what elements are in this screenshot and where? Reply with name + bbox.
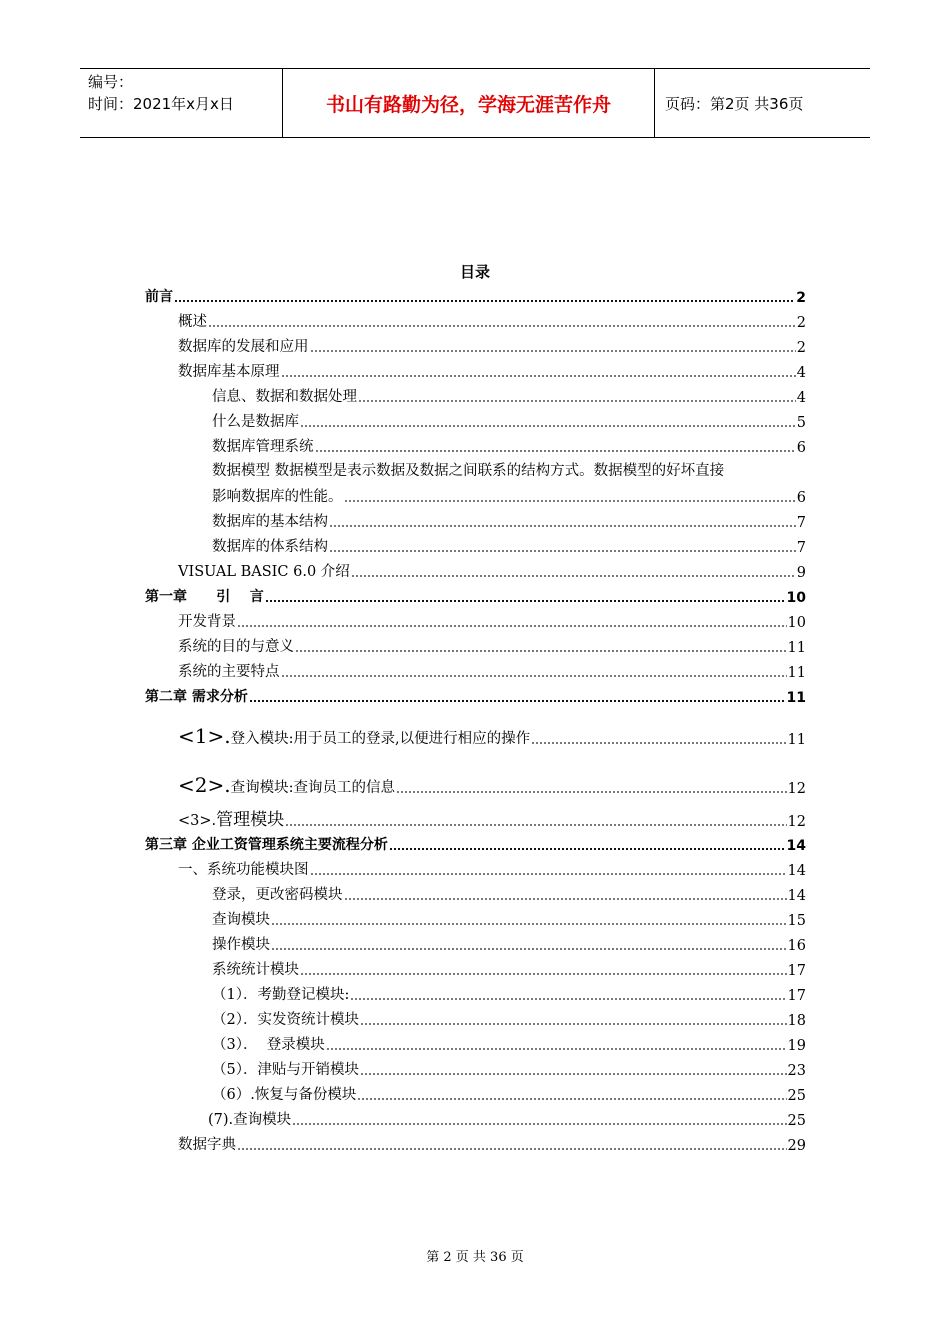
toc-entry-wrapped[interactable]: 数据模型 数据模型是表示数据及数据之间联系的结构方式。数据模型的好坏直接 bbox=[212, 463, 725, 479]
header-left bbox=[80, 69, 282, 137]
page-header bbox=[80, 68, 870, 138]
toc-entry[interactable]: 影响数据库的性能。 6 bbox=[212, 489, 806, 506]
toc-entry[interactable]: 数据字典 29 bbox=[178, 1137, 806, 1154]
toc-entry-preface[interactable]: 前言 2 bbox=[145, 289, 806, 306]
toc-entry[interactable]: （5）．津贴与开销模块 23 bbox=[212, 1062, 806, 1079]
toc-entry[interactable]: 什么是数据库 5 bbox=[212, 414, 806, 431]
toc-entry[interactable]: 登录，更改密码模块 14 bbox=[212, 887, 806, 904]
header-motto: 书山有路勤为径，学海无涯苦作舟 bbox=[325, 93, 611, 116]
toc-entry[interactable]: （3）． 登录模块 19 bbox=[212, 1037, 806, 1054]
toc-entry[interactable]: （2）．实发资统计模块 18 bbox=[212, 1012, 806, 1029]
header-motto-cell bbox=[282, 69, 655, 137]
toc-entry[interactable]: (7).查询模块 25 bbox=[208, 1112, 806, 1129]
toc-entry[interactable]: 操作模块 16 bbox=[212, 937, 806, 954]
toc-entry[interactable]: VISUAL BASIC 6.0 介绍 9 bbox=[178, 564, 806, 581]
toc-entry[interactable]: 概述 2 bbox=[178, 314, 806, 331]
toc-entry[interactable]: （1）．考勤登记模块: 17 bbox=[212, 987, 806, 1004]
toc-entry[interactable]: 数据库基本原理 4 bbox=[178, 364, 806, 381]
toc-entry-chapter-2[interactable]: 第二章 需求分析 11 bbox=[145, 689, 806, 706]
toc-entry[interactable]: 数据库的基本结构 7 bbox=[212, 514, 806, 531]
toc-entry[interactable]: <2>.查询模块:查询员工的信息 12 bbox=[178, 773, 806, 797]
toc-title: 目录 bbox=[459, 263, 490, 281]
toc-entry[interactable]: 数据库管理系统 6 bbox=[212, 439, 806, 456]
header-number: 编号： bbox=[88, 73, 134, 91]
toc-entry[interactable]: 数据库的体系结构 7 bbox=[212, 539, 806, 556]
toc-entry[interactable]: 数据库的发展和应用 2 bbox=[178, 339, 806, 356]
header-time: 时间：2021年x月x日 bbox=[88, 95, 234, 113]
toc-entry[interactable]: <1>.登入模块:用于员工的登录,以便进行相应的操作 11 bbox=[178, 724, 806, 748]
toc-entry[interactable]: 一、系统功能模块图 14 bbox=[178, 862, 806, 879]
toc-entry[interactable]: 开发背景 10 bbox=[178, 614, 806, 631]
toc-entry[interactable]: （6）.恢复与备份模块 25 bbox=[212, 1087, 806, 1104]
header-page-info: 页码：第2页 共36页 bbox=[665, 94, 804, 113]
toc-entry[interactable]: 系统的主要特点 11 bbox=[178, 664, 806, 681]
toc-entry-chapter-3[interactable]: 第三章 企业工资管理系统主要流程分析 14 bbox=[145, 837, 806, 854]
toc-entry-chapter-1[interactable]: 第一章 引 言 10 bbox=[145, 589, 806, 606]
page-footer: 第 2 页 共 36 页 bbox=[426, 1250, 524, 1265]
toc-entry[interactable]: 查询模块 15 bbox=[212, 912, 806, 929]
toc-entry[interactable]: 信息、数据和数据处理 4 bbox=[212, 389, 806, 406]
toc-entry[interactable]: <3>.管理模块 12 bbox=[178, 810, 806, 830]
toc-entry[interactable]: 系统的目的与意义 11 bbox=[178, 639, 806, 656]
toc-entry[interactable]: 系统统计模块 17 bbox=[212, 962, 806, 979]
